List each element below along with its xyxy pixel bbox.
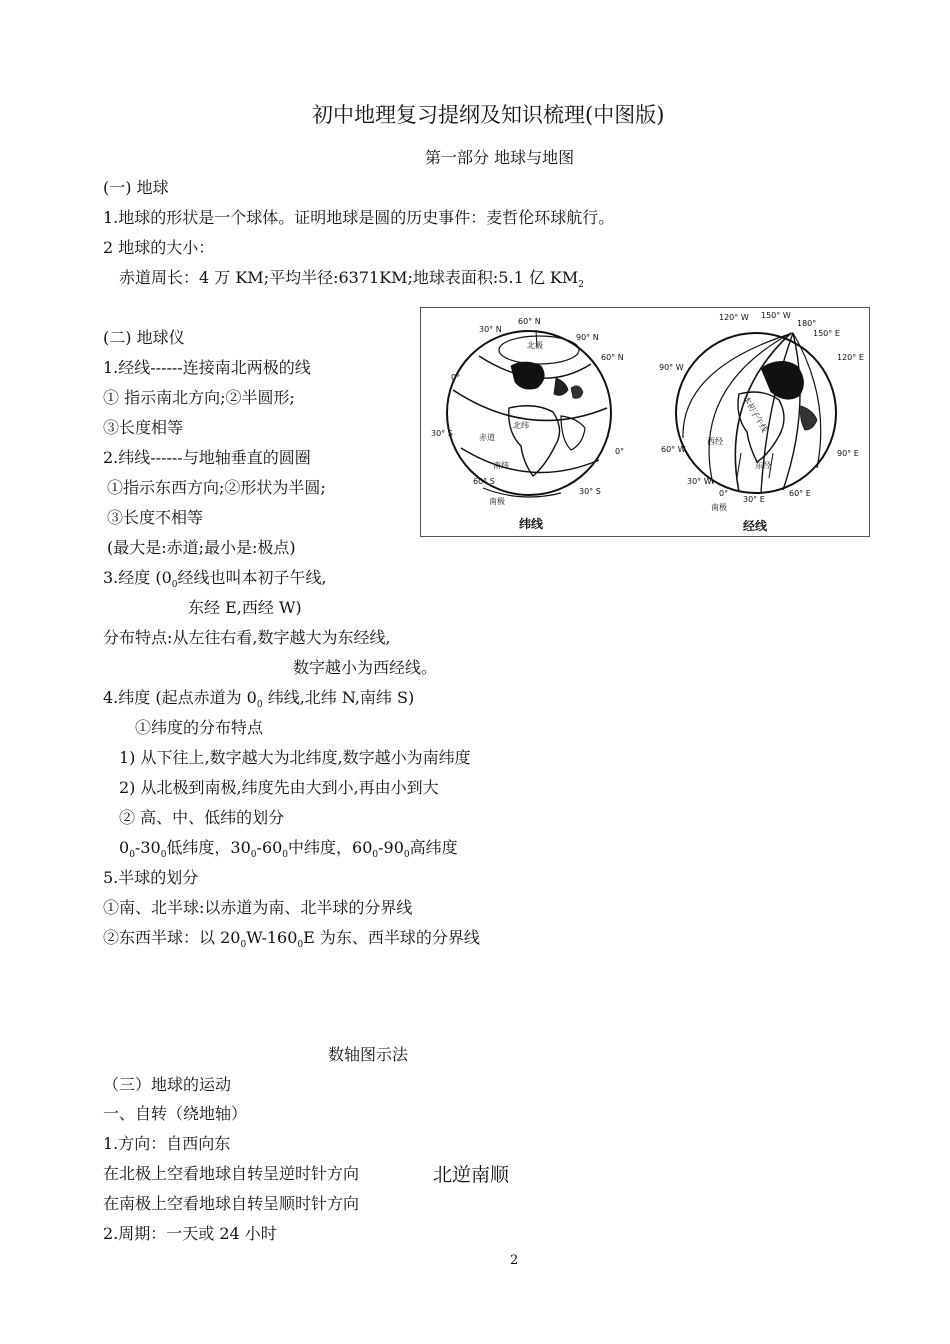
globe-diagram [421, 308, 870, 537]
label-180: 180° [797, 319, 817, 328]
latitude-line: 4.纬度 (起点赤道为 $0_0$ 纬线,北纬 N,南纬 S) [103, 688, 415, 711]
latitude-zones: $0_0-30_0$低纬度，$30_0-60_0$中纬度，$60_0-90_0$高纬度 [119, 838, 458, 861]
label-60n-right: 60° N [601, 353, 624, 362]
rotation-heading: 一、自转（绕地轴） [103, 1104, 248, 1123]
section-globe-heading: (二) 地球仪 [103, 328, 185, 347]
label-60w: 60° W [661, 445, 686, 454]
rotation-direction: 1.方向：自西向东 [103, 1134, 231, 1153]
label-south-pole-right: 南极 [711, 503, 727, 512]
label-90n: 90° N [576, 333, 599, 342]
label-south-pole: 南极 [489, 497, 505, 506]
page-number: 2 [510, 1253, 519, 1268]
hemisphere-north-south: ①南、北半球:以赤道为南、北半球的分界线 [103, 898, 413, 917]
longitude-line: 3.经度 ($0_0$经线也叫本初子午线, [103, 568, 327, 591]
latitude-distribution-heading: ①纬度的分布特点 [135, 718, 264, 737]
section-motion-heading: （三）地球的运动 [103, 1075, 232, 1094]
latitude-rule-2: 2) 从北极到南极,纬度先由大到小,再由小到大 [119, 778, 439, 797]
latitude-globe [447, 330, 611, 497]
label-east-longitude: 东经 [755, 461, 771, 470]
label-30e: 30° E [743, 495, 765, 504]
longitude-distribution: 分布特点:从左往右看,数字越大为东经线, [103, 628, 391, 647]
label-north-latitude: 北纬 [513, 421, 529, 430]
parallel-length: ③长度不相等 [107, 508, 204, 527]
meridian-features: ① 指示南北方向;②半圆形; [103, 388, 295, 407]
meridian-definition: 1.经线------连接南北两极的线 [103, 358, 311, 377]
rotation-north-view: 在北极上空看地球自转呈逆时针方向 [103, 1164, 360, 1183]
rotation-south-view: 在南极上空看地球自转呈顺时针方向 [103, 1194, 360, 1213]
longitude-caption: 经线 [743, 519, 768, 533]
longitude-east-west: 东经 E,西经 W) [188, 598, 302, 617]
label-150w: 150° W [761, 311, 791, 320]
label-120w: 120° W [719, 313, 749, 322]
part-title: 第一部分 地球与地图 [425, 148, 575, 167]
parallel-features: ①指示东西方向;②形状为半圆; [107, 478, 326, 497]
hemisphere-heading: 5.半球的划分 [103, 868, 199, 887]
section-earth-heading: (一) 地球 [103, 178, 169, 197]
meridian-length: ③长度相等 [103, 418, 184, 437]
latitude-caption: 纬线 [519, 517, 544, 531]
label-west-longitude: 西经 [707, 437, 723, 446]
parallel-max-min: (最大是:赤道;最小是:极点) [107, 538, 296, 557]
earth-shape-line: 1.地球的形状是一个球体。证明地球是圆的历史事件：麦哲伦环球航行。 [103, 208, 615, 227]
latitude-rule-1: 1) 从下往上,数字越大为北纬度,数字越小为南纬度 [119, 748, 471, 767]
label-equator: 赤道 [479, 433, 495, 442]
label-0: 0° [719, 489, 729, 498]
latitude-zones-heading: ② 高、中、低纬的划分 [119, 808, 285, 827]
label-30s: 30° S [431, 429, 453, 438]
earth-size-line: 2 地球的大小： [103, 238, 215, 257]
label-30n: 30° N [479, 325, 502, 334]
label-south-latitude: 南纬 [493, 461, 509, 470]
label-60s: 60° S [473, 477, 495, 486]
number-axis-heading: 数轴图示法 [328, 1045, 409, 1064]
label-90w: 90° W [659, 363, 684, 372]
rotation-mnemonic: 北逆南顺 [433, 1164, 510, 1186]
label-0-right: 0° [615, 447, 625, 456]
label-prime-meridian: 本初子午线 [741, 394, 770, 434]
label-120e: 120° E [837, 353, 864, 362]
longitude-distribution-2: 数字越小为西经线。 [293, 658, 438, 677]
label-90e: 90° E [837, 449, 859, 458]
label-north-pole: 北极 [527, 341, 543, 350]
globe-figure [420, 307, 870, 537]
hemisphere-east-west: ②东西半球：以 $20_0W-160_0E$ 为东、西半球的分界线 [103, 928, 480, 951]
earth-dimensions-line: 赤道周长：4 万 KM;平均半径:6371KM;地球表面积:5.1 亿 $KM_2$ [119, 268, 584, 291]
label-0-left: 0° [451, 373, 461, 382]
label-60n: 60° N [518, 317, 541, 326]
label-30s-bottom: 30° S [579, 487, 601, 496]
document-title: 初中地理复习提纲及知识梳理(中图版) [312, 103, 665, 127]
latitude-globe-labels [431, 317, 624, 531]
label-30w: 30° W [687, 477, 712, 486]
label-150e: 150° E [813, 329, 840, 338]
rotation-period: 2.周期：一天或 24 小时 [103, 1224, 277, 1243]
label-60e: 60° E [789, 489, 811, 498]
parallel-definition: 2.纬线------与地轴垂直的圆圈 [103, 448, 311, 467]
